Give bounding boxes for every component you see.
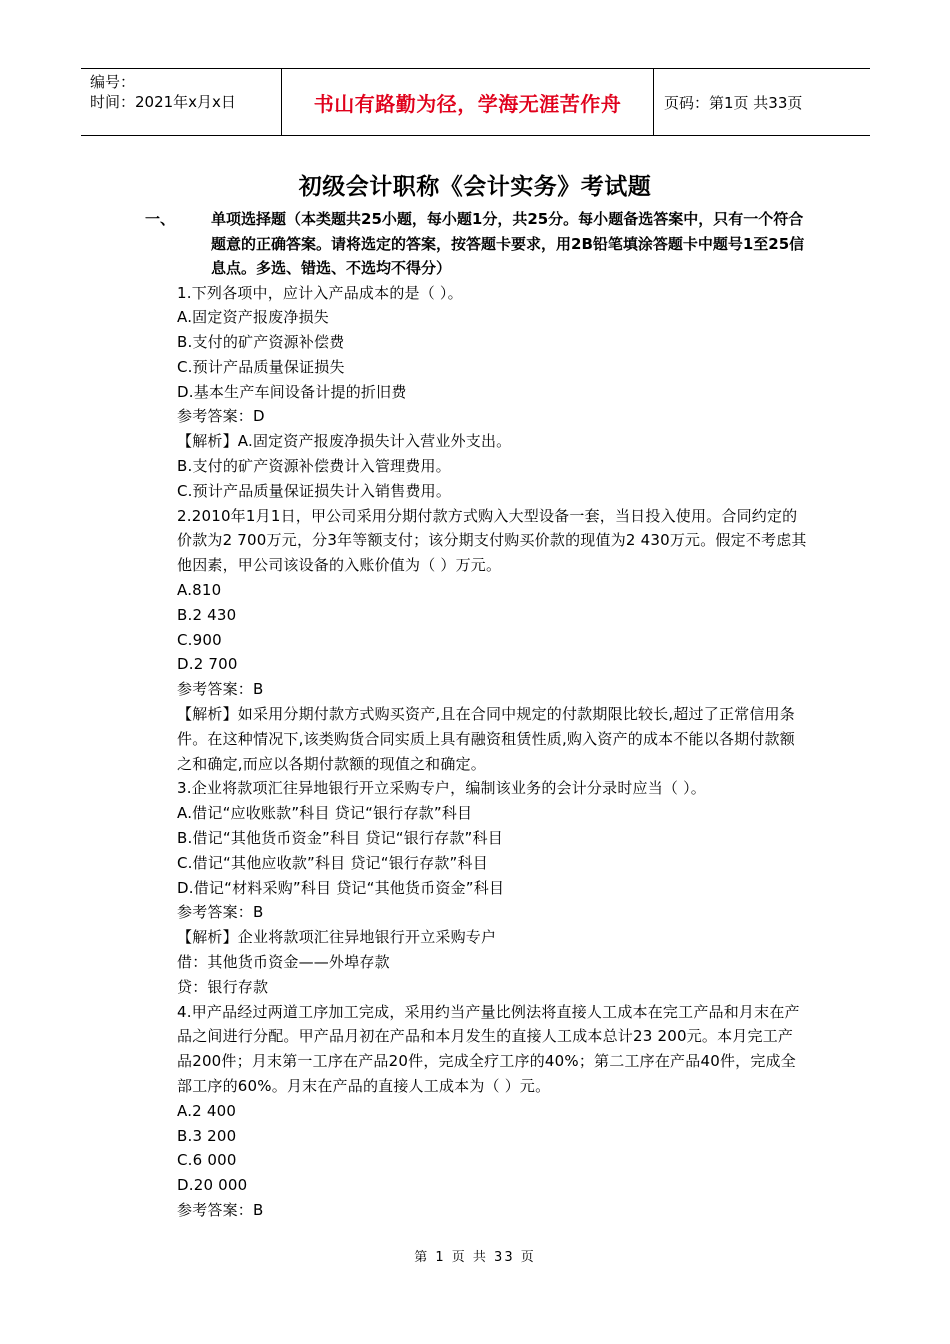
text-line: 参考答案：B <box>177 680 264 699</box>
text-line: C.预计产品质量保证损失 <box>177 357 345 376</box>
text-line: A.借记“应收账款”科目 贷记“银行存款”科目 <box>177 804 473 823</box>
question-list <box>0 281 950 1223</box>
page-header <box>81 68 870 136</box>
text-line: D.基本生产车间设备计提的折旧费 <box>177 382 407 401</box>
text-line: D.借记“材料采购”科目 贷记“其他货币资金”科目 <box>177 878 505 897</box>
text-line: B.3 200 <box>177 1126 237 1145</box>
text-line: A.固定资产报废净损失 <box>177 308 329 327</box>
text-line: 1.下列各项中，应计入产品成本的是（ ）。 <box>177 283 463 302</box>
text-line: C.6 000 <box>177 1151 237 1170</box>
text-line: 参考答案：D <box>177 407 265 426</box>
text-line: C.借记“其他应收款”科目 贷记“银行存款”科目 <box>177 853 488 872</box>
text-line: 【解析】如采用分期付款方式购买资产,且在合同中规定的付款期限比较长,超过了正常信用条件。在这种情况下,该类购货合同实质上具有融资租赁性质,购入资产的成本不能以各期付款额之和确定,而应以各期付款额的现值之和确定。 <box>177 705 795 773</box>
time-label: 时间：2021年x月x日 <box>90 93 236 111</box>
section-text: 单项选择题（本类题共25小题，每小题1分，共25分。每小题备选答案中，只有一个符合题意的正确答案。请将选定的答案，按答题卡要求，用2B铅笔填涂答题卡中题号1至25信息点。多选、错选、不选均不得分） <box>211 210 805 277</box>
text-line: 【解析】A.固定资产报废净损失计入营业外支出。 <box>177 432 512 451</box>
header-page-cell <box>654 69 870 135</box>
text-line: A.810 <box>177 581 222 600</box>
text-line: B.支付的矿产资源补偿费 <box>177 333 345 352</box>
text-line: 参考答案：B <box>177 1200 264 1219</box>
text-line: 贷：银行存款 <box>177 977 269 996</box>
text-line: 【解析】企业将款项汇往异地银行开立采购专户 <box>177 928 497 947</box>
text-line: C.预计产品质量保证损失计入销售费用。 <box>177 481 452 500</box>
text-line: B.2 430 <box>177 605 237 624</box>
motto: 书山有路勤为径，学海无涯苦作舟 <box>313 91 622 116</box>
page-footer: 第 1 页 共 33 页 <box>414 1250 536 1265</box>
page-label: 页码：第1页 共33页 <box>664 93 803 112</box>
text-line: 借：其他货币资金——外埠存款 <box>177 953 390 972</box>
text-line: C.900 <box>177 630 222 649</box>
text-line: 2.2010年1月1日，甲公司采用分期付款方式购入大型设备一套，当日投入使用。合同约定的价款为2 700万元，分3年等额支付；该分期支付购买价款的现值为2 430万元。假定不考虑其他因素，甲公司该设备的入账价值为（ ）万元。 <box>177 506 807 575</box>
header-meta <box>81 69 282 135</box>
section-number: 一、 <box>145 210 176 228</box>
text-line: 参考答案：B <box>177 903 264 922</box>
header-motto-cell <box>282 69 654 135</box>
text-line: D.20 000 <box>177 1176 248 1195</box>
text-line: B.支付的矿产资源补偿费计入管理费用。 <box>177 457 451 476</box>
text-line: A.2 400 <box>177 1101 237 1120</box>
text-line: 4.甲产品经过两道工序加工完成，采用约当产量比例法将直接人工成本在完工产品和月末在产品之间进行分配。甲产品月初在产品和本月发生的直接人工成本总计23 200元。本月完工产品200件；月末第一工序在产品20件，完成全疗工序的40%；第二工序在产品40件，完成全部工序的60%。月末在产品的直接人工成本为（ ）元。 <box>177 1002 800 1095</box>
text-line: B.借记“其他货币资金”科目 贷记“银行存款”科目 <box>177 829 503 848</box>
text-line: 3.企业将款项汇往异地银行开立采购专户，编制该业务的会计分录时应当（ ）。 <box>177 779 706 798</box>
code-label: 编号： <box>90 73 136 91</box>
section-heading <box>0 207 950 281</box>
text-line: D.2 700 <box>177 655 238 674</box>
document-body <box>0 207 950 1223</box>
document-title: 初级会计职称《会计实务》考试题 <box>298 174 652 200</box>
